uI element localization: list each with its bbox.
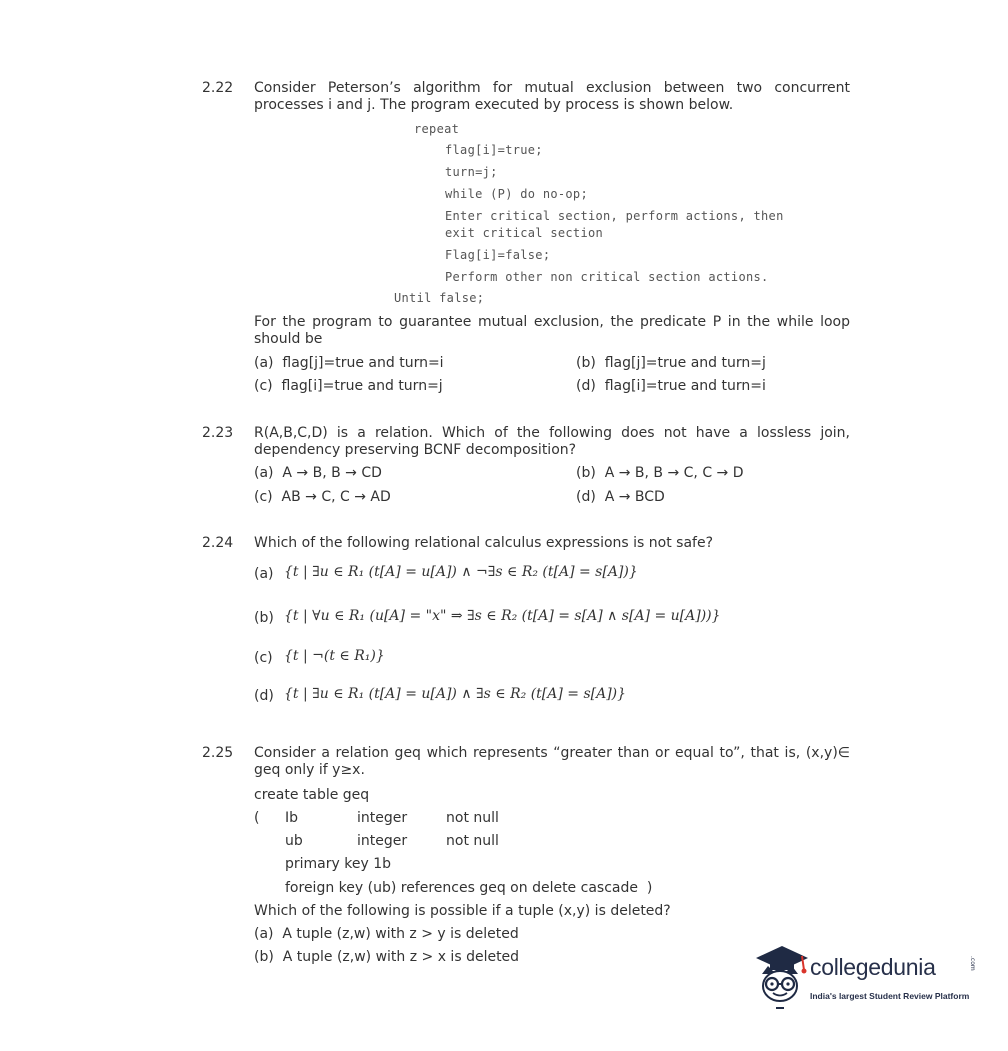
option-d-expression: {t | ∃u ∈ R₁ (t[A] = u[A]) ∧ ∃s ∈ R₂ (t[A] = s[A])} <box>284 686 627 702</box>
option-b-label: (b) <box>254 610 274 626</box>
option-a: (a) A tuple (z,w) with z > y is deleted <box>254 926 519 942</box>
sql-type: integer <box>357 810 408 826</box>
question-text: Which of the following relational calculus expressions is not safe? <box>254 535 714 551</box>
option-c: (c) flag[i]=true and turn=j <box>254 378 443 394</box>
sql-constraint: not null <box>446 833 499 849</box>
option-b: (b) A → B, B → C, C → D <box>576 465 744 481</box>
sql-type: integer <box>357 833 408 849</box>
sql-line: foreign key (ub) references geq on delete cascade ) <box>285 880 653 896</box>
question-number: 2.23 <box>202 425 234 441</box>
code-line: while (P) do no-op; <box>445 187 588 201</box>
mascot-icon <box>752 940 810 1016</box>
question-number: 2.25 <box>202 745 234 761</box>
option-c-expression: {t | ¬(t ∈ R₁)} <box>284 648 385 664</box>
option-c-label: (c) <box>254 650 273 666</box>
question-number: 2.24 <box>202 535 234 551</box>
sql-paren: ( <box>254 810 260 826</box>
code-line: exit critical section <box>445 226 604 240</box>
question-text: Consider Peterson’s algorithm for mutual exclusion between two concurrent processes i and j. The program executed by process is shown below. <box>254 80 850 113</box>
logo-tagline: India's largest Student Review Platform <box>810 991 970 1001</box>
collegedunia-logo <box>752 940 982 1020</box>
question-text: Consider a relation geq which represents “greater than or equal to”, that is, (x,y)∈ geq only if y≥x. <box>254 745 850 778</box>
code-line: flag[i]=true; <box>445 143 543 157</box>
logo-domain: .com <box>969 956 976 971</box>
option-b-expression: {t | ∀u ∈ R₁ (u[A] = "x" ⇒ ∃s ∈ R₂ (t[A] = s[A] ∧ s[A] = u[A]))} <box>284 608 721 624</box>
sql-column: ub <box>285 833 303 849</box>
code-line: Flag[i]=false; <box>445 248 551 262</box>
code-line: Enter critical section, perform actions, then <box>445 209 784 223</box>
sql-constraint: not null <box>446 810 499 826</box>
option-d: (d) A → BCD <box>576 489 665 505</box>
option-d: (d) flag[i]=true and turn=i <box>576 378 766 394</box>
option-b: (b) A tuple (z,w) with z > x is deleted <box>254 949 520 965</box>
code-line: Until false; <box>394 291 485 305</box>
option-b: (b) flag[j]=true and turn=j <box>576 355 766 371</box>
logo-wordmark: collegedunia <box>810 954 936 980</box>
code-line: repeat <box>414 122 460 136</box>
option-a-expression: {t | ∃u ∈ R₁ (t[A] = u[A]) ∧ ¬∃s ∈ R₂ (t[A] = s[A])} <box>284 564 638 580</box>
option-d-label: (d) <box>254 688 274 704</box>
code-line: Perform other non critical section actions. <box>445 270 769 284</box>
option-a: (a) A → B, B → CD <box>254 465 382 481</box>
question-number: 2.22 <box>202 80 234 96</box>
sql-line: create table geq <box>254 787 370 803</box>
option-c: (c) AB → C, C → AD <box>254 489 391 505</box>
sql-line: primary key 1b <box>285 856 391 872</box>
question-prompt: For the program to guarantee mutual exclusion, the predicate P in the while loop should be <box>254 314 850 347</box>
question-prompt: Which of the following is possible if a tuple (x,y) is deleted? <box>254 903 671 919</box>
question-text: R(A,B,C,D) is a relation. Which of the following does not have a lossless join, dependency preserving BCNF decomposition? <box>254 425 850 458</box>
option-a: (a) flag[j]=true and turn=i <box>254 355 444 371</box>
option-a-label: (a) <box>254 566 274 582</box>
code-line: turn=j; <box>445 165 498 179</box>
sql-column: Ib <box>285 810 299 826</box>
